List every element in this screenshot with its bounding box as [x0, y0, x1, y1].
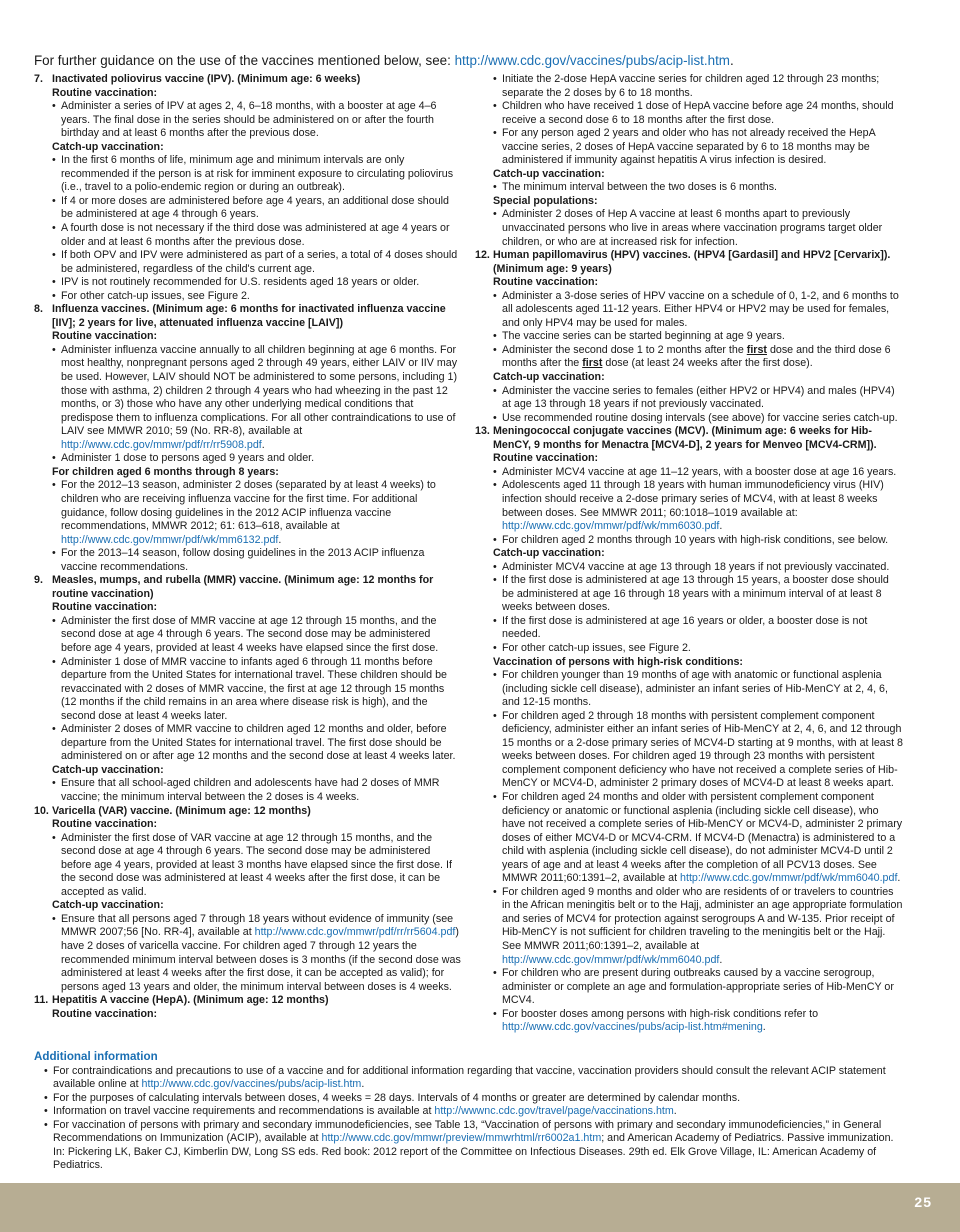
subheading: Routine vaccination: [52, 1007, 158, 1020]
section-heading: Varicella (VAR) vaccine. (Minimum age: 12 months) [52, 804, 311, 817]
list-item: • For children younger than 19 months of age with anatomic or functional asplenia (including sickle cell disease), administer an infant series of Hib-MenCY at 2, 4, 6, and 12-15 months. [493, 669, 903, 710]
list-item: • IPV is not routinely recommended for U.S. residents aged 18 years or older. [52, 276, 462, 290]
list-item: • Administer MCV4 vaccine at age 11–12 years, with a booster dose at age 16 years. [493, 466, 903, 480]
reference-link[interactable]: http://www.cdc.gov/mmwr/pdf/wk/mm6040.pdf [680, 872, 898, 885]
list-item: • If the first dose is administered at age 16 years or older, a booster dose is not needed. [493, 615, 903, 642]
list-item: • For the 2012–13 season, administer 2 doses (separated by at least 4 weeks) to children who are receiving influenza vaccine for the first time. For additional guidance, follow dosing guidelines in the 2012 ACIP influenza vaccine recommendations, MMWR 2012; 61: 613–618, available at http://www.cdc.gov/mmwr/pdf/wk/mm6132.pdf. [52, 479, 462, 547]
list-item: • Ensure that all school-aged children and adolescents have had 2 doses of MMR vaccine; the minimum interval between the 2 doses is 4 weeks. [52, 777, 462, 804]
list-item: • Administer the vaccine series to females (either HPV2 or HPV4) and males (HPV4) at age 13 through 18 years if not previously vaccinated. [493, 385, 903, 412]
section-hepa [34, 994, 462, 1021]
list-item: • Use recommended routine dosing intervals (see above) for vaccine series catch-up. [493, 412, 903, 426]
list-item: • For any person aged 2 years and older who has not already received the HepA vaccine series, 2 doses of HepA vaccine separated by 6 to 18 months may be administered if immunity against hepatitis A virus infection is desired. [493, 127, 903, 168]
section-heading: Inactivated poliovirus vaccine (IPV). (Minimum age: 6 weeks) [52, 73, 361, 85]
list-item: • For children aged 9 months and older who are residents of or travelers to countries in the African meningitis belt or to the Hajj, administer an age appropriate formulation and series of MCV4 for protection against serogroups A and W-135. Prior receipt of Hib-MenCY is not sufficient for children traveling to the meningitis belt or the Hajj. See MMWR 2011;60:1391–2, available at http://www.cdc.gov/mmwr/pdf/wk/mm6040.pdf. [493, 886, 903, 967]
section-number: 11. [34, 994, 49, 1007]
section-number: 8. [34, 303, 43, 316]
list-item: • For the purposes of calculating intervals between doses, 4 weeks = 28 days. Intervals of 4 months or greater are determined by calendar months. [44, 1092, 904, 1106]
section-hepa-continued [475, 73, 903, 249]
list-item: • Adolescents aged 11 through 18 years with human immunodeficiency virus (HIV) infection should receive a 2-dose primary series of MCV4, with at least 8 weeks between doses. See MMWR 2011; 60:1018–1019 available at: http://www.cdc.gov/mmwr/pdf/wk/mm6030.pdf. [493, 479, 903, 533]
list-item: • For other catch-up issues, see Figure 2. [493, 642, 903, 656]
subheading: Catch-up vaccination: [52, 140, 164, 153]
list-item: • Ensure that all persons aged 7 through 18 years without evidence of immunity (see MMWR 2007;56 [No. RR-4], available at http://www.cdc.gov/mmwr/pdf/rr/rr5604.pdf) have 2 doses of varicella vaccine. For children aged 7 through 12 years the recommended minimum interval between doses is 3 months (if the second dose was administered at least 4 weeks after the first dose, it can be accepted as valid); for persons aged 13 years and older, the minimum interval between doses is 4 weeks. [52, 913, 462, 994]
reference-link[interactable]: http://www.cdc.gov/mmwr/pdf/wk/mm6132.pdf [61, 533, 279, 546]
section-heading: Human papillomavirus (HPV) vaccines. (HPV4 [Gardasil] and HPV2 [Cervarix]). (Minimum age: 9 years) [493, 249, 891, 275]
reference-link[interactable]: http://www.cdc.gov/vaccines/pubs/acip-list.htm [141, 1078, 362, 1091]
list-item: • Administer a 3-dose series of HPV vaccine on a schedule of 0, 1-2, and 6 months to all adolescents aged 11-12 years. Either HPV4 or HPV2 may be used for females, and only HPV4 may be used for males. [493, 290, 903, 331]
additional-info-title: Additional information [34, 1050, 158, 1063]
reference-link[interactable]: http://www.cdc.gov/mmwr/pdf/wk/mm6040.pdf [502, 953, 720, 966]
subheading: Catch-up vaccination: [493, 547, 605, 560]
list-item: • For the 2013–14 season, follow dosing guidelines in the 2013 ACIP influenza vaccine recommendations. [52, 547, 462, 574]
list-item: • Administer MCV4 vaccine at age 13 through 18 years if not previously vaccinated. [493, 561, 903, 575]
reference-link[interactable]: http://www.cdc.gov/mmwr/preview/mmwrhtml/rr6002a1.htm [321, 1132, 602, 1145]
section-number: 7. [34, 73, 43, 85]
section-heading: Influenza vaccines. (Minimum age: 6 months for inactivated influenza vaccine [IIV]; 2 years for live, attenuated influenza vaccine [LAIV]) [52, 303, 446, 329]
subheading: Routine vaccination: [52, 330, 158, 343]
list-item: • For contraindications and precautions to use of a vaccine and for additional information regarding that vaccine, vaccination providers should consult the relevant ACIP statement available online at http://www.cdc.gov/vaccines/pubs/acip-list.htm. [44, 1065, 904, 1092]
section-number: 13. [475, 425, 490, 438]
list-item: • Administer influenza vaccine annually to all children beginning at age 6 months. For most healthy, nonpregnant persons aged 2 through 49 years, either LAIV or IIV may be used. However, LAIV should NOT be administered to some persons, including 1) those with asthma, 2) children 2 through 4 years who had wheezing in the past 12 months, or 3) those who have any other underlying medical conditions that predispose them to influenza complications. For all other contraindications to use of LAIV see MMWR 2010; 59 (No. RR-8), available at http://www.cdc.gov/mmwr/pdf/rr/rr5908.pdf. [52, 344, 462, 452]
list-item: • Administer the first dose of VAR vaccine at age 12 through 15 months, and the second dose at age 4 through 6 years. The second dose may be administered before age 4 years, provided at least 3 months have elapsed since the first dose. If the second dose was administered at least 4 weeks after the first dose, it can be accepted as valid. [52, 832, 462, 900]
intro-link[interactable]: http://www.cdc.gov/vaccines/pubs/acip-list.htm [454, 53, 730, 68]
list-item: • Administer the first dose of MMR vaccine at age 12 through 15 months, and the second dose at age 4 through 6 years. The second dose may be administered before age 4 years, provided at least 4 weeks have elapsed since the first dose. [52, 615, 462, 656]
list-item: • The vaccine series can be started beginning at age 9 years. [493, 330, 903, 344]
list-item: • Initiate the 2-dose HepA vaccine series for children aged 12 through 23 months; separate the 2 doses by 6 to 18 months. [493, 73, 903, 100]
list-item: • Children who have received 1 dose of HepA vaccine before age 24 months, should receive a second dose 6 to 18 months after the first dose. [493, 100, 903, 127]
section-influenza [34, 303, 462, 574]
section-mmr [34, 574, 462, 804]
section-varicella [34, 805, 462, 995]
right-column [475, 73, 903, 1035]
list-item: • Administer 2 doses of MMR vaccine to children aged 12 months and older, before departure from the United States for international travel. The first dose should be administered on or after age 12 months and the second dose at least 4 weeks later. [52, 723, 462, 764]
subheading: Catch-up vaccination: [52, 899, 164, 912]
list-item: • Administer 1 dose of MMR vaccine to infants aged 6 through 11 months before departure from the United States for international travel. These children should be revaccinated with 2 doses of MMR vaccine, the first at age 12 through 15 months (12 months if the child remains in an area where disease risk is high), and the second dose at least 4 weeks later. [52, 656, 462, 724]
reference-link[interactable]: http://www.cdc.gov/vaccines/pubs/acip-list.htm#mening [502, 1021, 763, 1034]
section-number: 10. [34, 804, 49, 817]
list-item: • Administer a series of IPV at ages 2, 4, 6–18 months, with a booster at age 4–6 years. The final dose in the series should be administered on or after the fourth birthday and at least 6 months after the previous dose. [52, 100, 462, 141]
section-heading: Hepatitis A vaccine (HepA). (Minimum age: 12 months) [52, 994, 329, 1007]
section-number: 9. [34, 574, 43, 587]
reference-link[interactable]: http://www.cdc.gov/mmwr/pdf/rr/rr5908.pdf [61, 438, 262, 451]
section-mcv [475, 425, 903, 1035]
intro-line: For further guidance on the use of the vaccines mentioned below, see: http://www.cdc.gov/vaccines/pubs/acip-list.htm. [34, 53, 734, 68]
list-item: • For booster doses among persons with high-risk conditions refer to http://www.cdc.gov/vaccines/pubs/acip-list.htm#mening. [493, 1008, 903, 1035]
section-hpv [475, 249, 903, 425]
reference-link[interactable]: http://www.cdc.gov/mmwr/pdf/rr/rr5604.pdf [254, 926, 456, 939]
list-item: • In the first 6 months of life, minimum age and minimum intervals are only recommended if the person is at risk for imminent exposure to circulating poliovirus (i.e., travel to a polio-endemic region or during an outbreak). [52, 154, 462, 195]
section-number: 12. [475, 249, 490, 262]
additional-information [34, 1050, 904, 1173]
left-column [34, 73, 462, 1021]
subheading: Routine vaccination: [52, 86, 158, 99]
list-item: • For other catch-up issues, see Figure 2. [52, 290, 462, 304]
subheading: Catch-up vaccination: [493, 167, 605, 180]
list-item: • For children who are present during outbreaks caused by a vaccine serogroup, administer or complete an age and formulation-appropriate series of Hib-MenCY or MCV4. [493, 967, 903, 1008]
list-item: • Administer 2 doses of Hep A vaccine at least 6 months apart to previously unvaccinated persons who live in areas where vaccination programs target older children, or who are at increased risk for infection. [493, 208, 903, 249]
section-heading: Measles, mumps, and rubella (MMR) vaccine. (Minimum age: 12 months for routine vaccination) [52, 574, 434, 600]
subheading: Routine vaccination: [52, 818, 158, 831]
subheading: Special populations: [493, 194, 598, 207]
footer-band [0, 1183, 960, 1232]
subheading: For children aged 6 months through 8 years: [52, 465, 279, 478]
list-item: • Administer 1 dose to persons aged 9 years and older. [52, 452, 462, 466]
list-item: • For children aged 2 through 18 months with persistent complement component deficiency, administer either an infant series of Hib-MenCY at 2, 4, 6, and 12 through 15 months or a 2-dose primary series of MCV4-D starting at 9 months, with at least 8 weeks between doses. For children aged 19 through 23 months with persistent complement component deficiency who have not received a complete series of Hib-MenCY or MCV4-D, administer 2 primary doses of MCV4-D at least 8 weeks apart. [493, 710, 903, 791]
subheading: Vaccination of persons with high-risk conditions: [493, 655, 743, 668]
subheading: Routine vaccination: [52, 601, 158, 614]
list-item: • For vaccination of persons with primary and secondary immunodeficiencies, see Table 13, “Vaccination of persons with primary and secondary immunodeficiencies,” in General Recommendations on Immunization (ACIP), available at http://www.cdc.gov/mmwr/preview/mmwrhtml/rr6002a1.htm; and American Academy of Pediatrics. Passive immunization. In: Pickering LK, Baker CJ, Kimberlin DW, Long SS eds. Red book: 2012 report of the Committee on Infectious Diseases. 29th ed. Elk Grove Village, IL: American Academy of Pediatrics. [44, 1119, 904, 1173]
section-ipv [34, 73, 462, 303]
list-item: • If the first dose is administered at age 13 through 15 years, a booster dose should be administered at age 16 through 18 years with a minimum interval of at least 8 weeks between doses. [493, 574, 903, 615]
list-item: • If both OPV and IPV were administered as part of a series, a total of 4 doses should be administered, regardless of the child's current age. [52, 249, 462, 276]
intro-text: For further guidance on the use of the vaccines mentioned below, see: [34, 53, 455, 68]
subheading: Catch-up vaccination: [52, 763, 164, 776]
list-item: • If 4 or more doses are administered before age 4 years, an additional dose should be administered at age 4 through 6 years. [52, 195, 462, 222]
list-item: • The minimum interval between the two doses is 6 months. [493, 181, 903, 195]
list-item: • Information on travel vaccine requirements and recommendations is available at http://wwwnc.cdc.gov/travel/page/vaccinations.htm. [44, 1105, 904, 1119]
subheading: Routine vaccination: [493, 452, 599, 465]
subheading: Routine vaccination: [493, 276, 599, 289]
list-item: • For children aged 24 months and older with persistent complement component deficiency or anatomic or functional asplenia (including sickle cell disease), who have not received a complete series of Hib-MenCY or MCV4-D, administer 2 primary doses of either MCV4-D or MCV4-CRM. If MCV4-D (Menactra) is administered to a child with asplenia (including sickle cell disease), do not administer MCV4-D until 2 years of age and at least 4 weeks after the completion of all PCV13 doses. See MMWR 2011;60:1391–2, available at http://www.cdc.gov/mmwr/pdf/wk/mm6040.pdf. [493, 791, 903, 886]
list-item: • A fourth dose is not necessary if the third dose was administered at age 4 years or older and at least 6 months after the previous dose. [52, 222, 462, 249]
list-item: • Administer the second dose 1 to 2 months after the first dose and the third dose 6 months after the first dose (at least 24 weeks after the first dose). [493, 344, 903, 371]
reference-link[interactable]: http://wwwnc.cdc.gov/travel/page/vaccinations.htm [434, 1105, 674, 1118]
reference-link[interactable]: http://www.cdc.gov/mmwr/pdf/wk/mm6030.pdf [502, 520, 720, 533]
subheading: Catch-up vaccination: [493, 371, 605, 384]
page-number: 25 [914, 1194, 932, 1210]
list-item: • For children aged 2 months through 10 years with high-risk conditions, see below. [493, 534, 903, 548]
section-heading: Meningococcal conjugate vaccines (MCV). (Minimum age: 6 weeks for Hib-MenCY, 9 months for Menactra [MCV4-D], 2 years for Menveo [MCV4-CRM]). [493, 425, 877, 451]
